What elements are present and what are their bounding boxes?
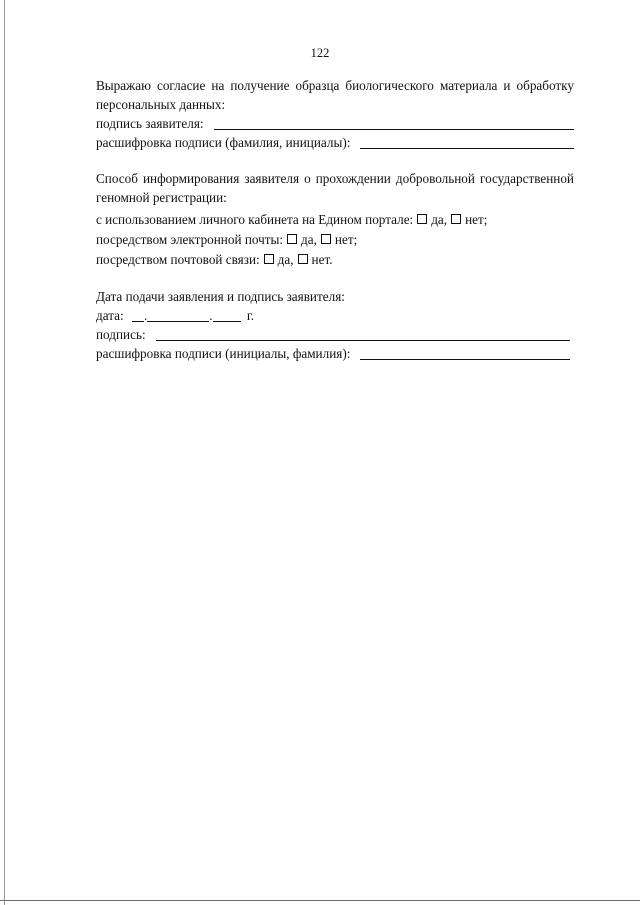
date-separator-1: .: [143, 308, 148, 323]
submission-decoding-label: расшифровка подписи (инициалы, фамилия):: [96, 346, 351, 361]
option-portal-yes-label: да,: [431, 212, 448, 227]
date-month-field[interactable]: [147, 309, 209, 322]
option-portal-no-label: нет;: [465, 212, 488, 227]
option-post-yes-label: да,: [277, 252, 294, 267]
option-portal-label: с использованием личного кабинета на Едином портале:: [96, 212, 414, 227]
inform-text-line1: Способ информирования заявителя о прохождении добровольной государственной: [96, 171, 574, 186]
submission-decoding-field[interactable]: [360, 346, 570, 360]
submission-signature-field[interactable]: [156, 327, 570, 341]
date-label: дата:: [96, 308, 124, 323]
option-email-yes-label: да,: [301, 232, 317, 247]
checkbox-portal-yes[interactable]: [417, 214, 427, 224]
submission-decoding-row: [96, 344, 574, 363]
option-email-label: посредством электронной почты:: [96, 232, 284, 247]
option-post-no-label: нет.: [311, 252, 333, 267]
date-separator-2: .: [209, 308, 213, 323]
submission-heading: Дата подачи заявления и подпись заявителя:: [96, 289, 345, 304]
submission-date-row: [96, 306, 574, 325]
checkbox-post-yes[interactable]: [264, 254, 274, 264]
scan-edge-bottom: [0, 900, 640, 901]
date-year-field[interactable]: [213, 309, 241, 322]
inform-option-portal: [96, 210, 574, 229]
option-email-no-label: нет;: [334, 232, 358, 247]
inform-option-email: [96, 230, 574, 249]
consent-text-line1: Выражаю согласие на получение образца биологического материала и обработку: [96, 78, 574, 93]
consent-section: [96, 76, 574, 152]
checkbox-email-yes[interactable]: [287, 234, 297, 244]
consent-text-line2: персональных данных:: [96, 97, 226, 112]
submission-section: [96, 287, 574, 363]
page-number: 122: [310, 46, 330, 60]
inform-section: [96, 169, 574, 269]
consent-signature-label: подпись заявителя:: [96, 116, 204, 131]
submission-signature-label: подпись:: [96, 327, 146, 342]
consent-signature-row: [96, 114, 574, 133]
checkbox-email-no[interactable]: [321, 234, 331, 244]
inform-text-line2: геномной регистрации:: [96, 190, 227, 205]
option-post-label: посредством почтовой связи:: [96, 252, 260, 267]
consent-decoding-label: расшифровка подписи (фамилия, инициалы):: [96, 135, 351, 150]
consent-decoding-row: [96, 133, 574, 152]
checkbox-portal-no[interactable]: [451, 214, 461, 224]
checkbox-post-no[interactable]: [298, 254, 308, 264]
date-year-suffix: г.: [246, 308, 255, 323]
inform-option-post: [96, 250, 574, 269]
consent-signature-field[interactable]: [214, 116, 574, 130]
date-day-field[interactable]: [132, 309, 144, 322]
submission-signature-row: [96, 325, 574, 344]
consent-decoding-field[interactable]: [360, 135, 574, 149]
scan-edge-left: [4, 0, 5, 905]
